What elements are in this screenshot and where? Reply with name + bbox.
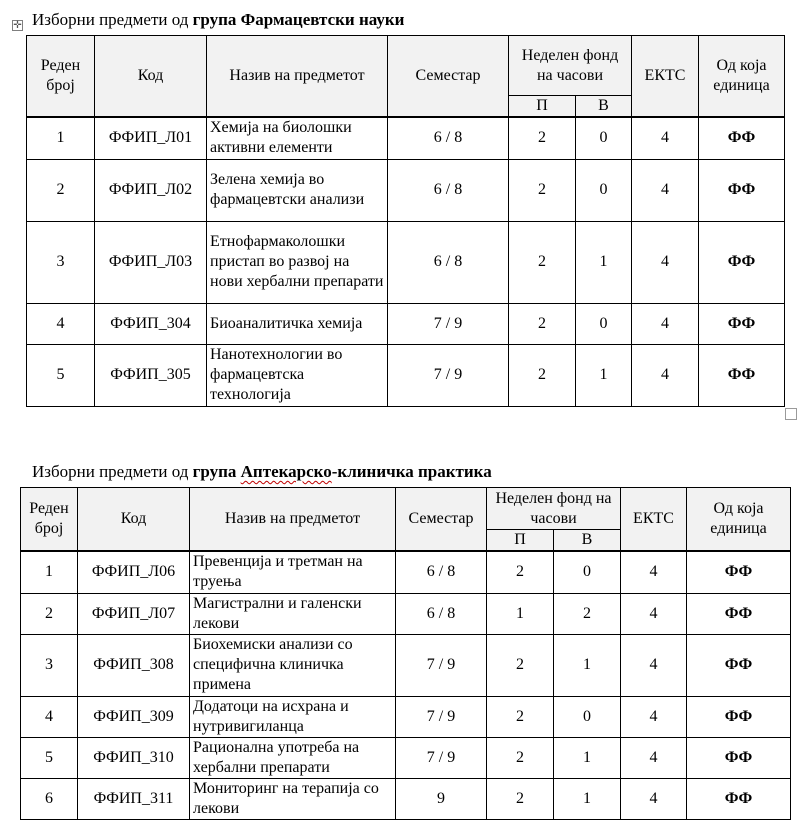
cell-unit: ФФ [687, 551, 791, 593]
header-semester: Семестар [396, 488, 487, 552]
cell-semester: 7 / 9 [388, 303, 509, 344]
table-row [27, 221, 785, 303]
cell-ects: 4 [621, 634, 687, 696]
cell-ects: 4 [621, 737, 687, 778]
table-row [27, 117, 785, 159]
cell-name: Превенција и третман на труења [190, 551, 396, 593]
cell-code: ФФИП_Л07 [78, 593, 190, 634]
cell-name: Биохемиски анализи со специфична клиничка примена [190, 634, 396, 696]
header-name: Назив на предметот [207, 36, 388, 118]
table2-caption-bold-part3: -клиничка практика [331, 462, 492, 481]
cell-unit: ФФ [699, 344, 785, 406]
cell-code: ФФИП_305 [95, 344, 207, 406]
cell-semester: 7 / 9 [396, 737, 487, 778]
cell-code: ФФИП_Л01 [95, 117, 207, 159]
header-p: П [487, 530, 554, 552]
cell-name: Магистрални и галенски лекови [190, 593, 396, 634]
table2-caption-prefix: Изборни предмети од [32, 462, 193, 481]
cell-p: 2 [487, 696, 554, 737]
cell-name: Нанотехнологии во фармацевтска технологија [207, 344, 388, 406]
cell-num: 1 [21, 551, 78, 593]
cell-code: ФФИП_311 [78, 778, 190, 819]
table-row [27, 344, 785, 406]
header-ects: ЕКТС [621, 488, 687, 552]
cell-semester: 6 / 8 [388, 159, 509, 221]
cell-p: 1 [487, 593, 554, 634]
cell-code: ФФИП_304 [95, 303, 207, 344]
cell-code: ФФИП_309 [78, 696, 190, 737]
header-v: В [554, 530, 621, 552]
cell-code: ФФИП_Л06 [78, 551, 190, 593]
header-semester: Семестар [388, 36, 509, 118]
cell-unit: ФФ [687, 737, 791, 778]
cell-name: Мониторинг на терапија со лекови [190, 778, 396, 819]
cell-unit: ФФ [687, 696, 791, 737]
cell-v: 1 [576, 344, 632, 406]
cell-p: 2 [487, 551, 554, 593]
cell-num: 4 [21, 696, 78, 737]
cell-num: 3 [27, 221, 95, 303]
cell-ects: 4 [632, 159, 699, 221]
cell-semester: 7 / 9 [396, 696, 487, 737]
cell-unit: ФФ [699, 303, 785, 344]
cell-ects: 4 [621, 778, 687, 819]
header-unit: Од која единица [699, 36, 785, 118]
table-row [21, 593, 791, 634]
header-weekly: Неделен фонд на часови [509, 36, 632, 96]
cell-num: 5 [21, 737, 78, 778]
header-num: Реден број [21, 488, 78, 552]
cell-semester: 7 / 9 [396, 634, 487, 696]
cell-ects: 4 [621, 551, 687, 593]
table2-caption [32, 462, 492, 482]
cell-unit: ФФ [687, 634, 791, 696]
cell-name: Зелена хемија во фармацевтски анализи [207, 159, 388, 221]
table-row [21, 778, 791, 819]
cell-ects: 4 [632, 221, 699, 303]
table-row [21, 737, 791, 778]
cell-code: ФФИП_Л03 [95, 221, 207, 303]
cell-semester: 7 / 9 [388, 344, 509, 406]
cell-ects: 4 [621, 696, 687, 737]
cell-code: ФФИП_308 [78, 634, 190, 696]
cell-v: 1 [576, 221, 632, 303]
table1-caption-bold: група Фармацевтски науки [192, 10, 405, 29]
cell-semester: 6 / 8 [396, 593, 487, 634]
table-pharmacy-clinical-practice [20, 487, 791, 820]
cell-num: 2 [27, 159, 95, 221]
table-row [27, 303, 785, 344]
cell-code: ФФИП_310 [78, 737, 190, 778]
cell-p: 2 [509, 221, 576, 303]
table2-caption-bold [193, 462, 492, 481]
header-weekly: Неделен фонд на часови [487, 488, 621, 530]
cell-num: 2 [21, 593, 78, 634]
cell-p: 2 [509, 117, 576, 159]
cell-semester: 6 / 8 [388, 221, 509, 303]
cell-semester: 9 [396, 778, 487, 819]
cell-num: 1 [27, 117, 95, 159]
cell-name: Рационална употреба на хербални препарати [190, 737, 396, 778]
table-row [21, 696, 791, 737]
cell-unit: ФФ [699, 117, 785, 159]
cell-v: 1 [554, 737, 621, 778]
header-p: П [509, 96, 576, 118]
cell-name: Биоаналитичка хемија [207, 303, 388, 344]
cell-v: 0 [576, 117, 632, 159]
table-move-handle-icon[interactable]: ✛ [13, 20, 22, 31]
cell-v: 1 [554, 778, 621, 819]
cell-num: 4 [27, 303, 95, 344]
cell-ects: 4 [632, 344, 699, 406]
cell-unit: ФФ [687, 593, 791, 634]
header-v: В [576, 96, 632, 118]
table1-caption [32, 10, 404, 30]
cell-p: 2 [487, 778, 554, 819]
cell-num: 5 [27, 344, 95, 406]
cell-v: 0 [554, 551, 621, 593]
cell-code: ФФИП_Л02 [95, 159, 207, 221]
cell-ects: 4 [621, 593, 687, 634]
header-code: Код [78, 488, 190, 552]
cell-unit: ФФ [699, 221, 785, 303]
cell-name: Додатоци на исхрана и нутривигиланца [190, 696, 396, 737]
table-resize-handle-icon[interactable] [785, 408, 797, 420]
cell-ects: 4 [632, 303, 699, 344]
header-code: Код [95, 36, 207, 118]
cell-v: 0 [576, 159, 632, 221]
table-row [21, 551, 791, 593]
header-unit: Од која единица [687, 488, 791, 552]
table-row [27, 159, 785, 221]
cell-p: 2 [487, 634, 554, 696]
cell-p: 2 [509, 344, 576, 406]
cell-unit: ФФ [687, 778, 791, 819]
cell-v: 2 [554, 593, 621, 634]
header-ects: ЕКТС [632, 36, 699, 118]
table1-caption-prefix: Изборни предмети од [32, 10, 193, 29]
cell-v: 1 [554, 634, 621, 696]
cell-v: 0 [576, 303, 632, 344]
cell-ects: 4 [632, 117, 699, 159]
cell-unit: ФФ [699, 159, 785, 221]
table2-caption-bold-part1: група [192, 462, 241, 481]
cell-v: 0 [554, 696, 621, 737]
cell-semester: 6 / 8 [388, 117, 509, 159]
table-pharmaceutical-sciences [26, 35, 785, 407]
cell-p: 2 [487, 737, 554, 778]
table-row [21, 634, 791, 696]
header-name: Назив на предметот [190, 488, 396, 552]
cell-name: Етнофармаколошки пристап во развој на нови хербални препарати [207, 221, 388, 303]
cell-p: 2 [509, 159, 576, 221]
cell-semester: 6 / 8 [396, 551, 487, 593]
header-num: Реден број [27, 36, 95, 118]
cell-name: Хемија на биолошки активни елементи [207, 117, 388, 159]
cell-num: 3 [21, 634, 78, 696]
table2-caption-bold-part2: Аптекарско [240, 462, 332, 481]
cell-num: 6 [21, 778, 78, 819]
cell-p: 2 [509, 303, 576, 344]
